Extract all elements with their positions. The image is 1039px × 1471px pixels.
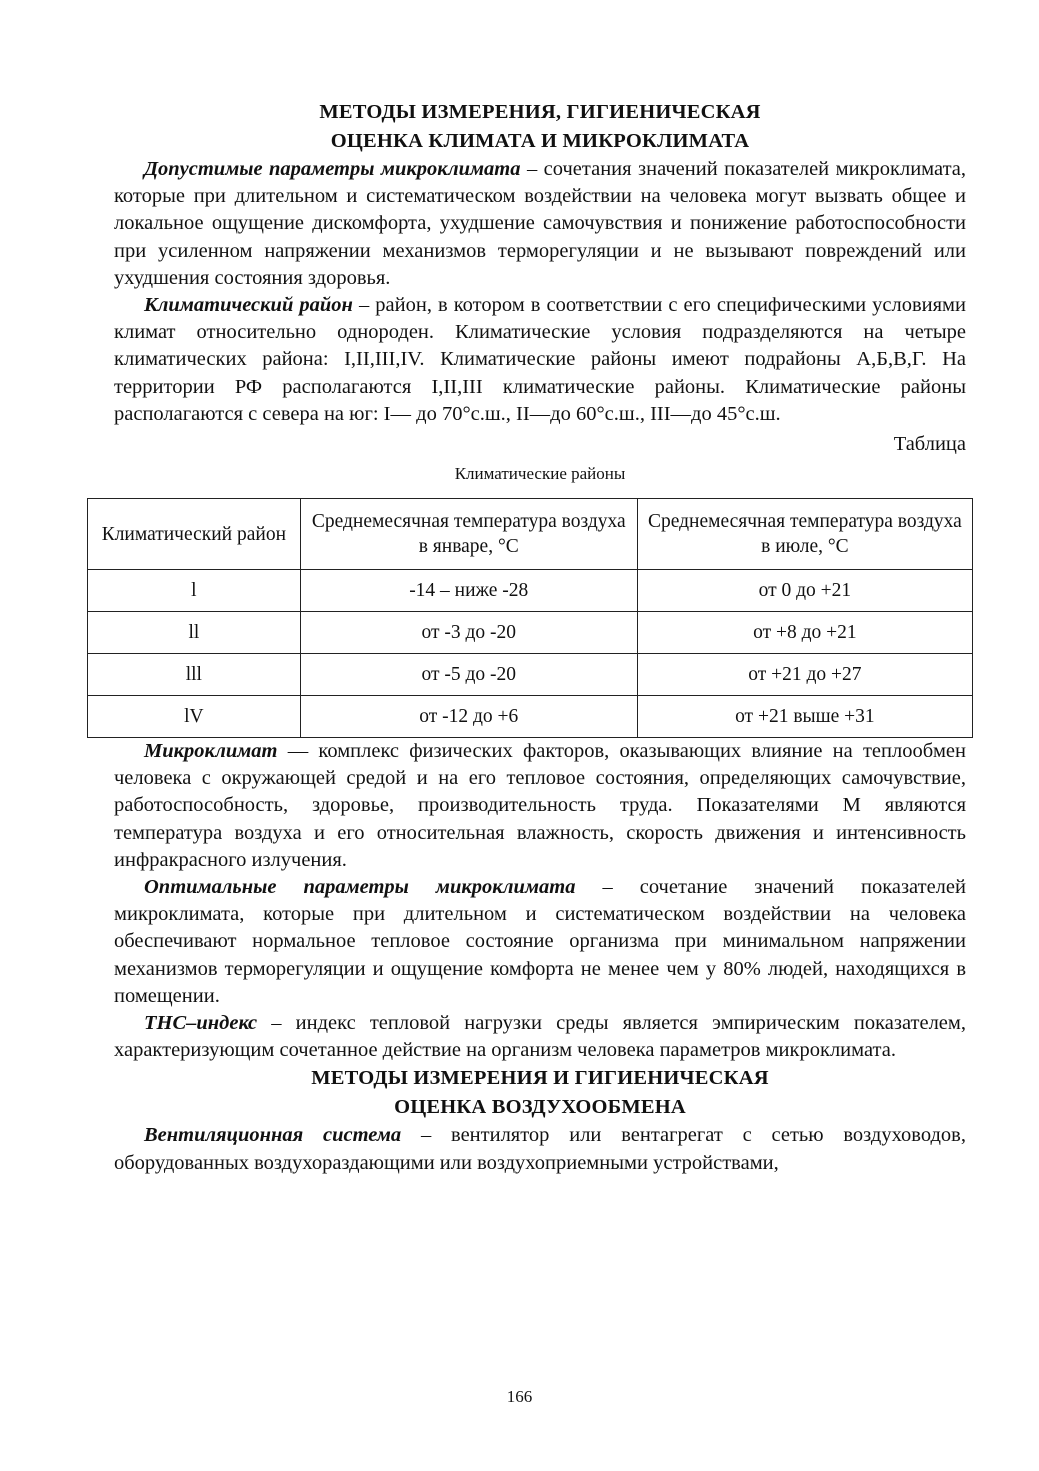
paragraph-climate-region <box>114 292 966 428</box>
paragraph-text: – район, в котором в соответствии с его специфическими условиями климат относительно однороден. Климатические условия подразделяются на четыре климатических района: I,II,III,IV. Климатические районы имеют подрайоны А,Б,В,Г. На территории РФ располагаются I,II,III климатические районы. Климатические районы располагаются с севера на юг: I— до 70°с.ш., II—до 60°с.ш., III—до 45°с.ш. <box>114 294 966 425</box>
table-cell: от -5 до -20 <box>300 654 637 696</box>
heading-line: МЕТОДЫ ИЗМЕРЕНИЯ, ГИГИЕНИЧЕСКАЯ <box>319 101 761 123</box>
table-cell: от +8 до +21 <box>637 612 972 654</box>
page-content <box>101 98 966 1177</box>
term: ТНС–индекс <box>144 1012 258 1035</box>
table-note: Таблица <box>893 433 966 456</box>
paragraph-ths-index <box>114 1010 966 1064</box>
heading-line: ОЦЕНКА ВОЗДУХООБМЕНА <box>394 1096 686 1119</box>
heading-line: ОЦЕНКА КЛИМАТА И МИКРОКЛИМАТА <box>330 130 750 152</box>
paragraph-ventilation-system <box>114 1122 966 1176</box>
climate-regions-table <box>87 498 973 738</box>
column-header: Среднемесячная температура воздуха в январе, °С <box>300 499 637 570</box>
table-cell: от -12 до +6 <box>300 696 637 738</box>
table-title: Климатические районы <box>454 464 626 484</box>
table-cell: lll <box>88 654 301 696</box>
column-header: Климатический район <box>88 499 301 570</box>
table-cell: от 0 до +21 <box>637 570 972 612</box>
paragraph-permissible-parameters <box>114 156 966 292</box>
table-row <box>88 696 973 738</box>
table-cell: l <box>88 570 301 612</box>
table-cell: от +21 выше +31 <box>637 696 972 738</box>
paragraph-text: – вентилятор или вентагрегат с сетью воздуховодов, оборудованных воздухораздающими или воздухоприемными устройствами, <box>114 1124 966 1174</box>
term: Климатический район <box>144 294 353 317</box>
table-cell: от -3 до -20 <box>300 612 637 654</box>
table-cell: lV <box>88 696 301 738</box>
section-heading-air-exchange <box>114 1064 966 1122</box>
table-row <box>88 612 973 654</box>
paragraph-text: — комплекс физических факторов, оказывающих влияние на теплообмен человека с окружающей средой и на его тепловое состояния, определяющих самочувствие, работоспособность, здоровье, производительность труда. Показателями М являются температура воздуха и его относительная влажность, скорость движения и интенсивность инфракрасного излучения. <box>114 740 966 871</box>
paragraph-text: – сочетания значений показателей микроклимата, которые при длительном и систематическом воздействии на человека могут вызвать общее и локальное ощущение дискомфорта, ухудшение самочувствия и понижение работоспособности при усиленном напряжении механизмов терморегуляции и не вызывают повреждений или ухудшения состояния здоровья. <box>114 158 966 289</box>
paragraph-text: – сочетание значений показателей микроклимата, которые при длительном и систематическом воздействии на человека обеспечивают нормальное тепловое состояние организма при минимальном напряжении механизмов терморегуляции и ощущение комфорта не менее чем у 80% людей, находящихся в помещении. <box>114 876 966 1007</box>
table-row <box>88 570 973 612</box>
table-cell: ll <box>88 612 301 654</box>
term: Вентиляционная система <box>144 1124 402 1147</box>
section-heading-climate <box>114 98 966 156</box>
term: Допустимые параметры микроклимата <box>144 158 521 180</box>
table-row <box>88 654 973 696</box>
paragraph-text: – индекс тепловой нагрузки среды является эмпирическим показателем, характеризующим сочетанное действие на организм человека параметров микроклимата. <box>114 1012 966 1062</box>
page-number: 166 <box>506 1387 533 1406</box>
paragraph-optimal-parameters <box>114 874 966 1010</box>
table-cell: от +21 до +27 <box>637 654 972 696</box>
column-header: Среднемесячная температура воздуха в июле, °С <box>637 499 972 570</box>
paragraph-microclimate <box>114 738 966 874</box>
term: Оптимальные параметры микроклимата <box>144 876 576 899</box>
table-cell: -14 – ниже -28 <box>300 570 637 612</box>
term: Микроклимат <box>144 740 278 763</box>
table-header-row <box>88 499 973 570</box>
heading-line: МЕТОДЫ ИЗМЕРЕНИЯ И ГИГИЕНИЧЕСКАЯ <box>311 1067 769 1090</box>
